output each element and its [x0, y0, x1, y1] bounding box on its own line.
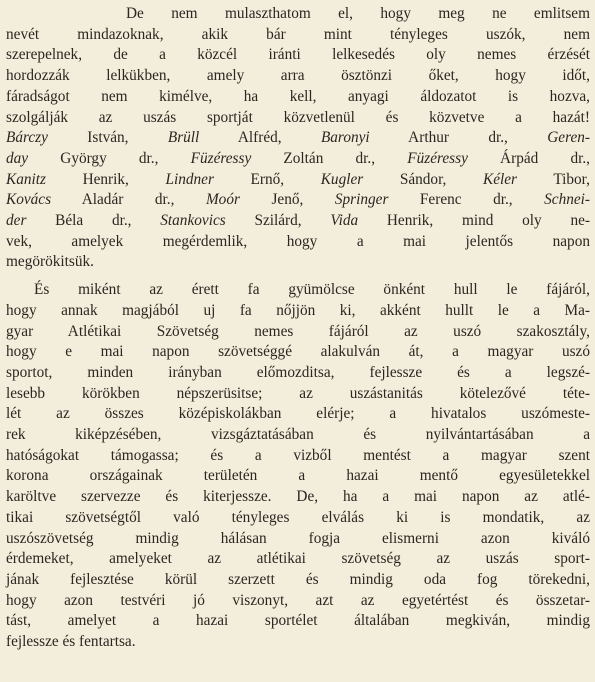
text-segment: Alfréd,: [199, 129, 321, 147]
person-surname: Kanitz: [6, 170, 46, 188]
text-line: [6, 45, 590, 66]
text-segment: Arthur dr.,: [369, 129, 548, 147]
text-segment: tikai szövetségtől való tényleges elválás ki is mondatik, az: [6, 508, 590, 526]
text-segment: Ernő,: [213, 170, 321, 188]
text-line: [6, 170, 590, 191]
person-surname: day: [6, 149, 29, 167]
text-line: [6, 128, 590, 149]
text-line: [6, 549, 590, 570]
text-segment: Tibor,: [517, 170, 590, 188]
text-segment: István,: [47, 129, 168, 147]
text-line: [6, 508, 590, 529]
text-segment: Jenő,: [239, 191, 335, 209]
text-line: [6, 252, 590, 273]
text-segment: Henrik,: [45, 170, 166, 188]
person-surname: Baronyi: [320, 129, 370, 147]
text-segment: fejlesszе és fentartsa.: [6, 633, 136, 651]
text-segment: rek kiképzésében, vizsgáztatásában és nyilvántartásában a: [6, 426, 590, 444]
text-segment: hogy azon testvéri jó viszonyt, azt az egyetértést és összetar-: [6, 591, 590, 609]
text-segment: Aladár dr.,: [51, 191, 206, 209]
text-segment: hordozzák lelkükben, amely arra ösztönzi őket, hogy időt,: [6, 67, 590, 85]
text-line: [6, 25, 590, 46]
text-line: [6, 280, 590, 301]
text-line: [6, 363, 590, 384]
text-line: [6, 211, 590, 232]
person-surname: Füzéressy: [407, 149, 468, 167]
person-surname: Kéler: [483, 170, 517, 188]
article-text: [6, 4, 590, 653]
text-segment: szerepelnek, de a közcél iránti lelkesedés oly nemes érzését: [6, 46, 590, 64]
person-surname: Bárczy: [6, 129, 48, 147]
text-segment: hogy annak magjából uj fa nőjjön ki, akként hullt le a Ma-: [6, 301, 590, 319]
text-line: [6, 446, 590, 467]
text-line: [6, 232, 590, 253]
text-segment: megörökitsük.: [6, 253, 94, 271]
text-line: [6, 4, 590, 25]
text-segment: lesebb körökben népszerüsitse; az uszástanitás kötelezővé téte-: [6, 384, 590, 402]
person-surname: Füzéressy: [190, 149, 252, 167]
text-line: [6, 149, 590, 170]
person-surname: Springer: [334, 191, 389, 209]
text-line: [6, 190, 590, 211]
text-line: [6, 66, 590, 87]
text-segment: És miként az érett fa gyümölcse önként hull le fájáról,: [34, 281, 590, 299]
text-line: [6, 425, 590, 446]
text-segment: sportot, minden irányban előmozditsa, fejlesszе és a legszé-: [6, 363, 590, 381]
person-surname: Brüll: [167, 129, 200, 147]
text-segment: vek, amelyek megérdemlik, hogy a mai jelentős napon: [6, 232, 590, 250]
person-surname: Lindner: [165, 170, 214, 188]
text-line: [6, 342, 590, 363]
text-segment: hogy e mai napon szövetséggé alakulván át, a magyar uszó: [6, 343, 590, 361]
text-line: [6, 487, 590, 508]
paragraph: [6, 280, 590, 653]
text-segment: lét az összes középiskolákban elérje; a hivatalos uszómeste-: [6, 405, 590, 423]
paragraph: [6, 4, 590, 273]
text-line: [6, 301, 590, 322]
person-surname: Stankovics: [160, 212, 226, 230]
text-segment: Szilárd,: [225, 212, 331, 230]
text-segment: György dr.,: [28, 149, 191, 167]
text-segment: Béla dr.,: [26, 212, 161, 230]
person-surname: Geren-: [547, 129, 590, 147]
text-segment: Zoltán dr.,: [251, 149, 408, 167]
text-segment: hatóságokat támogassa; és a vizből mentést a magyar szent: [6, 446, 590, 464]
text-line: [6, 529, 590, 550]
text-line: [6, 570, 590, 591]
text-segment: Henrik, mind oly ne-: [358, 212, 590, 230]
text-segment: korona országainak területén a hazai mentő egyesületekkel: [6, 467, 590, 485]
text-segment: jának fejlesztése körül szerzett és mindig oda fog törekedni,: [6, 570, 590, 588]
text-segment: érdemeket, amelyeket az atlétikai szövetség az uszás sport-: [6, 550, 590, 568]
text-segment: nevét mindazoknak, akik bár mint tényleges uszók, nem: [6, 25, 590, 43]
text-line: [6, 87, 590, 108]
person-surname: Schnei-: [544, 191, 591, 209]
text-line: [6, 591, 590, 612]
text-segment: Sándor,: [363, 170, 483, 188]
text-line: [6, 404, 590, 425]
text-line: [6, 108, 590, 129]
text-segment: Ferenc dr.,: [388, 191, 545, 209]
text-segment: fáradságot nem kimélve, ha kell, anyagi áldozatot is hozva,: [6, 87, 590, 105]
text-segment: De nem mulaszthatom el, hogy meg ne emlitsem: [126, 5, 590, 22]
text-segment: szolgálják az uszás sportját közvetlenül és közvetve a hazát!: [6, 108, 590, 126]
text-segment: karöltve szervezze és kiterjessze. De, ha a mai napon az atlé-: [6, 488, 590, 506]
text-segment: uszószövetség mindig hálásan fogja elismerni azon kiváló: [6, 529, 590, 547]
person-surname: Vida: [330, 212, 359, 230]
person-surname: Kovács: [6, 191, 52, 209]
text-segment: tást, amelyet a hazai sportélet általában megkiván, mindig: [6, 612, 590, 630]
person-surname: Kugler: [320, 170, 364, 188]
text-segment: Árpád dr.,: [467, 149, 591, 167]
text-line: [6, 384, 590, 405]
text-line: [6, 466, 590, 487]
text-line: [6, 611, 590, 632]
text-segment: gyar Atlétikai Szövetség nemes fájáról az uszó szakosztály,: [6, 322, 590, 340]
text-line: [6, 322, 590, 343]
text-line: [6, 632, 590, 653]
person-surname: der: [6, 212, 27, 230]
person-surname: Moór: [205, 191, 240, 209]
